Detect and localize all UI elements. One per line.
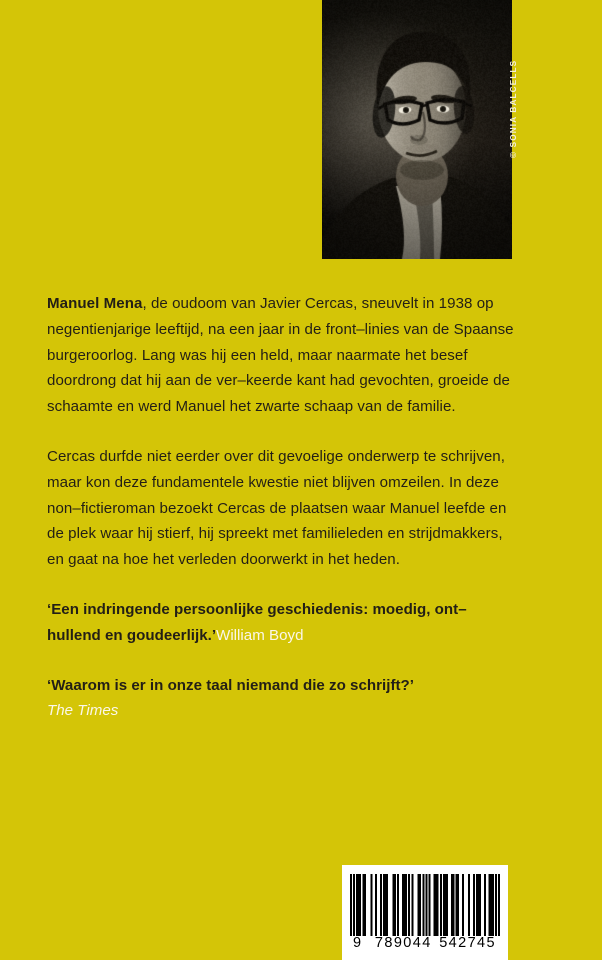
photo-credit-label: © SONIA BALCELLS [509,59,518,158]
pull-quote-2-text: ‘Waarom is er in onze taal niemand die zo schrijft?’ [47,676,414,694]
blurb-text-block [47,291,517,724]
pull-quote-2 [47,673,517,725]
portrait-image [322,0,512,259]
barcode-digit-group-1: 9 [353,935,362,951]
barcode-bars [350,874,500,936]
barcode-digit-group-2: 789044 [374,935,432,951]
pull-quote-2-attribution: The Times [47,702,119,720]
blurb-paragraph-1-body: , de oudoom van Javier Cercas, sneuvelt in 1938 op negentienjarige leeftijd, na een jaar in de front–linies van de Spaanse burgeroorlog. Lang was hij een held, maar naarmate het besef doordrong dat hij aan de ver–keerde kant had gevochten, groeide de schaamte en werd Manuel het zwarte schaap van de familie. [47,295,514,416]
blurb-paragraph-1 [47,291,517,420]
isbn-barcode [342,865,508,960]
author-subject-name: Manuel Mena [47,295,143,312]
author-portrait-photo [322,0,512,259]
pull-quotes [47,597,517,724]
pull-quote-1 [47,597,517,649]
barcode-digit-group-3: 542745 [439,935,496,951]
pull-quote-1-text: ‘Een indringende persoonlijke geschiedenis: moedig, ont–hullend en goudeerlijk.’ [47,600,467,644]
blurb-paragraph-2: Cercas durfde niet eerder over dit gevoelige onderwerp te schrijven, maar kon deze fundamentele kwestie niet blijven omzeilen. In deze non–fictieroman bezoekt Cercas de plaatsen waar Manuel leefde en de plek waar hij stierf, hij spreekt met familieleden en strijdmakkers, en gaat na hoe het verleden doorwerkt in het heden. [47,447,507,569]
pull-quote-1-attribution: William Boyd [216,626,304,644]
barcode-digits [350,935,500,951]
